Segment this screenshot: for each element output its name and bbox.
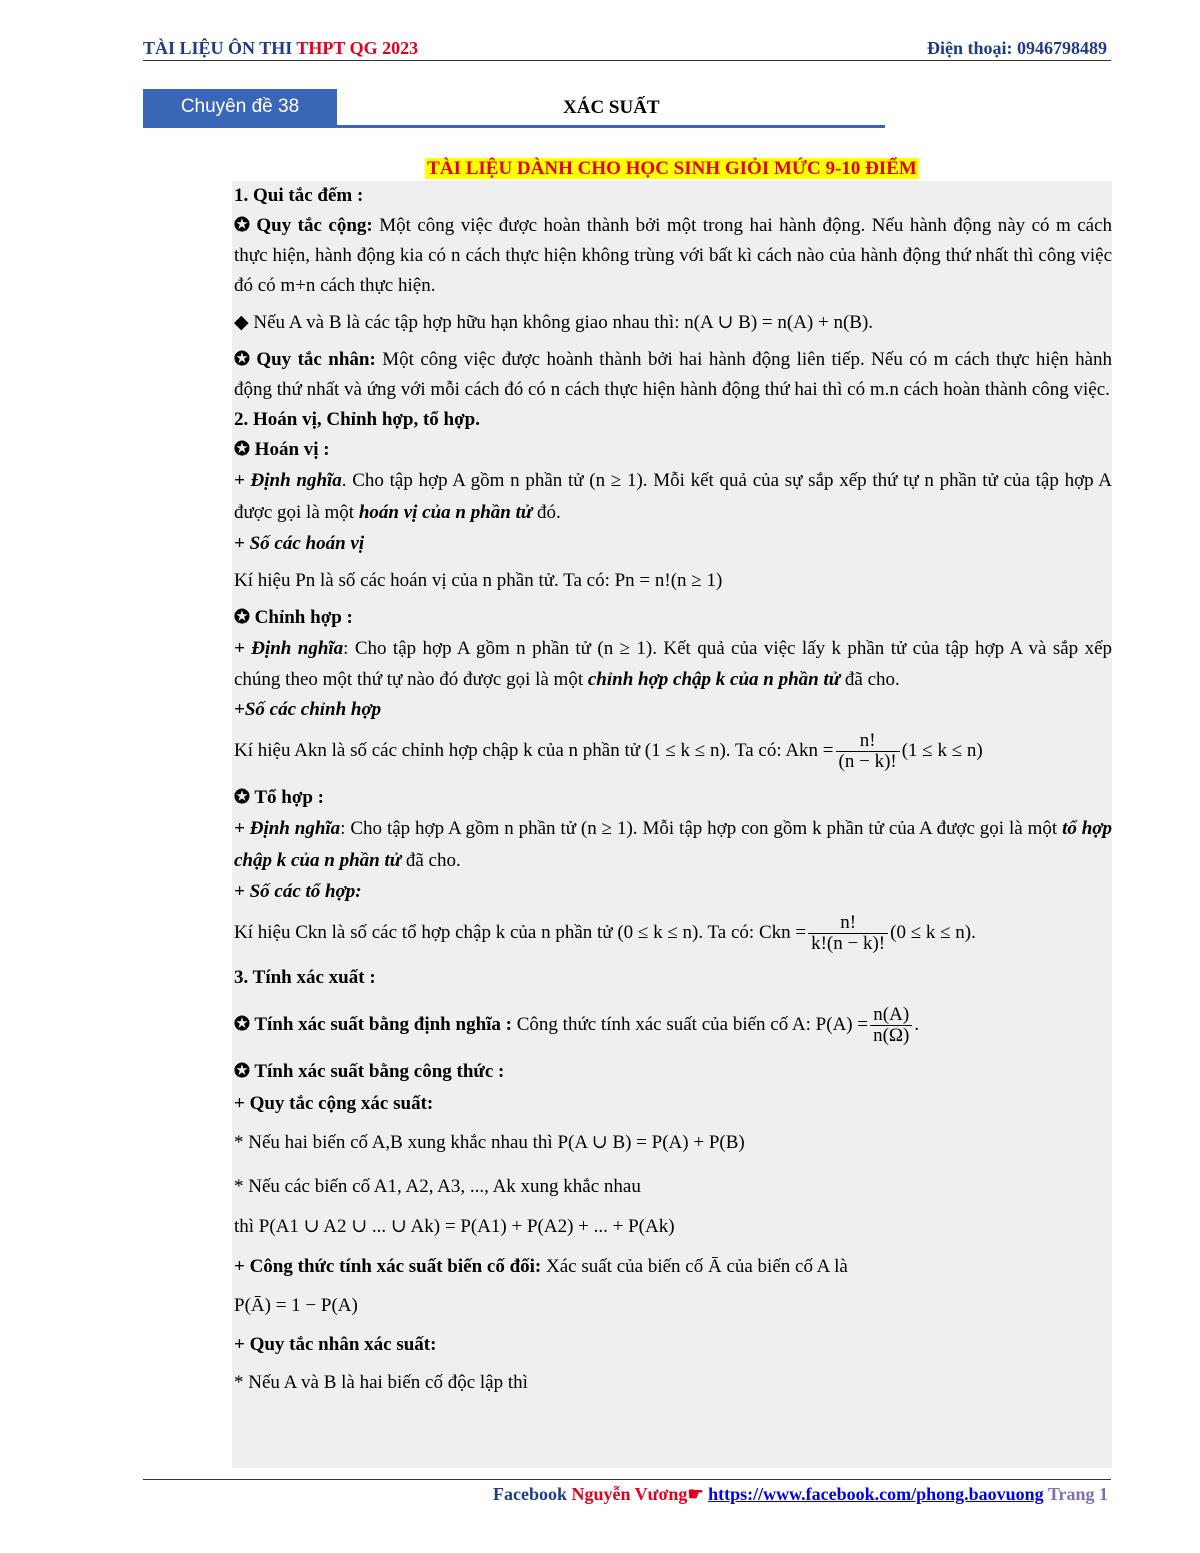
footer-facebook-link[interactable]: https://www.facebook.com/phong.baovuong: [708, 1484, 1044, 1504]
arrangement-count-formula: Kí hiệu Akn là số các chỉnh hợp chập k của n phần tử (1 ≤ k ≤ n). Ta có: Akn = $\frac{n!}{(n - k)!}$ (1 ≤ k ≤ n): [234, 730, 983, 773]
section-2-title: 2. Hoán vị, Chỉnh hợp, tổ hợp.: [234, 409, 480, 430]
addition-probability-rule-2: * Nếu các biến cố A1, A2, A3, ..., Ak xung khắc nhau: [234, 1176, 641, 1197]
footer-facebook-label: Facebook: [492, 1484, 572, 1504]
multiplication-probability-title: + Quy tắc nhân xác suất:: [234, 1334, 437, 1355]
arrangement-count-title: +Số các chỉnh hợp: [234, 699, 382, 720]
pointing-hand-icon: ☛: [687, 1484, 709, 1504]
section-1-title: 1. Qui tắc đếm :: [234, 185, 364, 206]
combination-count-title: + Số các tổ hợp:: [234, 881, 362, 902]
section-3-title: 3. Tính xác xuất :: [234, 967, 376, 988]
permutation-title: ✪ Hoán vị :: [234, 439, 330, 460]
header-phone: Điện thoại: 0946798489: [927, 38, 1107, 58]
footer-divider: [143, 1479, 1111, 1480]
header-exam-name: THPT QG 2023: [296, 38, 419, 58]
addition-probability-rule-3: thì P(A1 ∪ A2 ∪ ... ∪ Ak) = P(A1) + P(A2) + ... + P(Ak): [234, 1216, 675, 1237]
probability-definition: ✪ Tính xác suất bằng định nghĩa : Công thức tính xác suất của biến cố A: P(A) = $\frac{n(A)}{n(\Omega)}$ .: [234, 1004, 920, 1047]
probability-fraction: $\frac{n(A)}{n(\Omega)}$: [870, 1005, 912, 1046]
header-document-title: TÀI LIỆU ÔN THI THPT QG 2023: [143, 38, 419, 58]
permutation-definition: + Định nghĩa. Cho tập hợp A gồm n phần tử (n ≥ 1). Mỗi kết quả của sự sắp xếp thứ tự n phần tử của tập hợp A được gọi là một hoán vị của n phần tử đó.: [234, 470, 1112, 523]
combination-count-formula: Kí hiệu Ckn là số các tổ hợp chập k của n phần tử (0 ≤ k ≤ n). Ta có: Ckn = $\frac{n!}{k!(n - k)!}$ (0 ≤ k ≤ n).: [234, 912, 976, 955]
addition-rule-note: ◆ Nếu A và B là các tập hợp hữu hạn không giao nhau thì: n(A ∪ B) = n(A) + n(B).: [234, 312, 874, 333]
combination-title: ✪ Tổ hợp :: [234, 787, 324, 808]
footer-author: Nguyễn Vương: [571, 1484, 688, 1504]
multiplication-probability-rule-1: * Nếu A và B là hai biến cố độc lập thì: [234, 1372, 528, 1393]
permutation-count-formula: Kí hiệu Pn là số các hoán vị của n phần tử. Ta có: Pn = n!(n ≥ 1): [234, 570, 723, 591]
addition-rule: ✪ Quy tắc cộng: Một công việc được hoàn thành bởi một trong hai hành động. Nếu hành động này có m cách thực hiện, hành động kia có n cách thực hiện không trùng với bất kì cách nào của hành động thứ nhất thì công việc đó có m+n cách thực hiện.: [234, 215, 1113, 296]
combination-fraction: $\frac{n!}{k!(n - k)!}$: [808, 913, 888, 954]
addition-probability-rule-1: * Nếu hai biến cố A,B xung khắc nhau thì P(A ∪ B) = P(A) + P(B): [234, 1132, 745, 1153]
page-number: Trang 1: [1043, 1484, 1108, 1504]
complement-probability: + Công thức tính xác suất biến cố đối: Xác suất của biến cố Ā của biến cố A là: [234, 1256, 848, 1277]
arrangement-definition: + Định nghĩa: Cho tập hợp A gồm n phần tử (n ≥ 1). Kết quả của việc lấy k phần tử của tập hợp A và sắp xếp chúng theo một thứ tự nào đó được gọi là một chỉnh hợp chập k của n phần tử đã cho.: [234, 638, 1113, 690]
multiplication-rule: ✪ Quy tắc nhân: Một công việc được hoành thành bởi hai hành động liên tiếp. Nếu có m cách thực hiện hành động thứ nhất và ứng với mỗi cách đó có n cách thực hiện hành động thứ hai thì có m.n cách hoàn thành công việc.: [234, 349, 1113, 400]
page-header: [143, 38, 1111, 61]
page-footer: [493, 1484, 1108, 1505]
addition-probability-title: + Quy tắc cộng xác suất:: [234, 1093, 434, 1114]
topic-bar: [143, 89, 885, 128]
permutation-count-title: + Số các hoán vị: [234, 533, 365, 554]
topic-title: XÁC SUẤT: [563, 97, 660, 118]
arrangement-title: ✪ Chỉnh hợp :: [234, 607, 353, 628]
theory-content: [232, 181, 1112, 1468]
level-banner: TÀI LIỆU DÀNH CHO HỌC SINH GIỎI MỨC 9-10 ĐIỂM: [427, 158, 917, 179]
arrangement-fraction: $\frac{n!}{(n - k)!}$: [836, 731, 900, 772]
topic-label: Chuyên đề 38: [143, 89, 337, 125]
complement-formula: P(Ā) = 1 − P(A): [234, 1295, 358, 1316]
combination-definition: + Định nghĩa: Cho tập hợp A gồm n phần tử (n ≥ 1). Mỗi tập hợp con gồm k phần tử của A được gọi là một tổ hợp chập k của n phần tử đã cho.: [234, 818, 1113, 871]
probability-formula-title: ✪ Tính xác suất bằng công thức :: [234, 1061, 505, 1082]
